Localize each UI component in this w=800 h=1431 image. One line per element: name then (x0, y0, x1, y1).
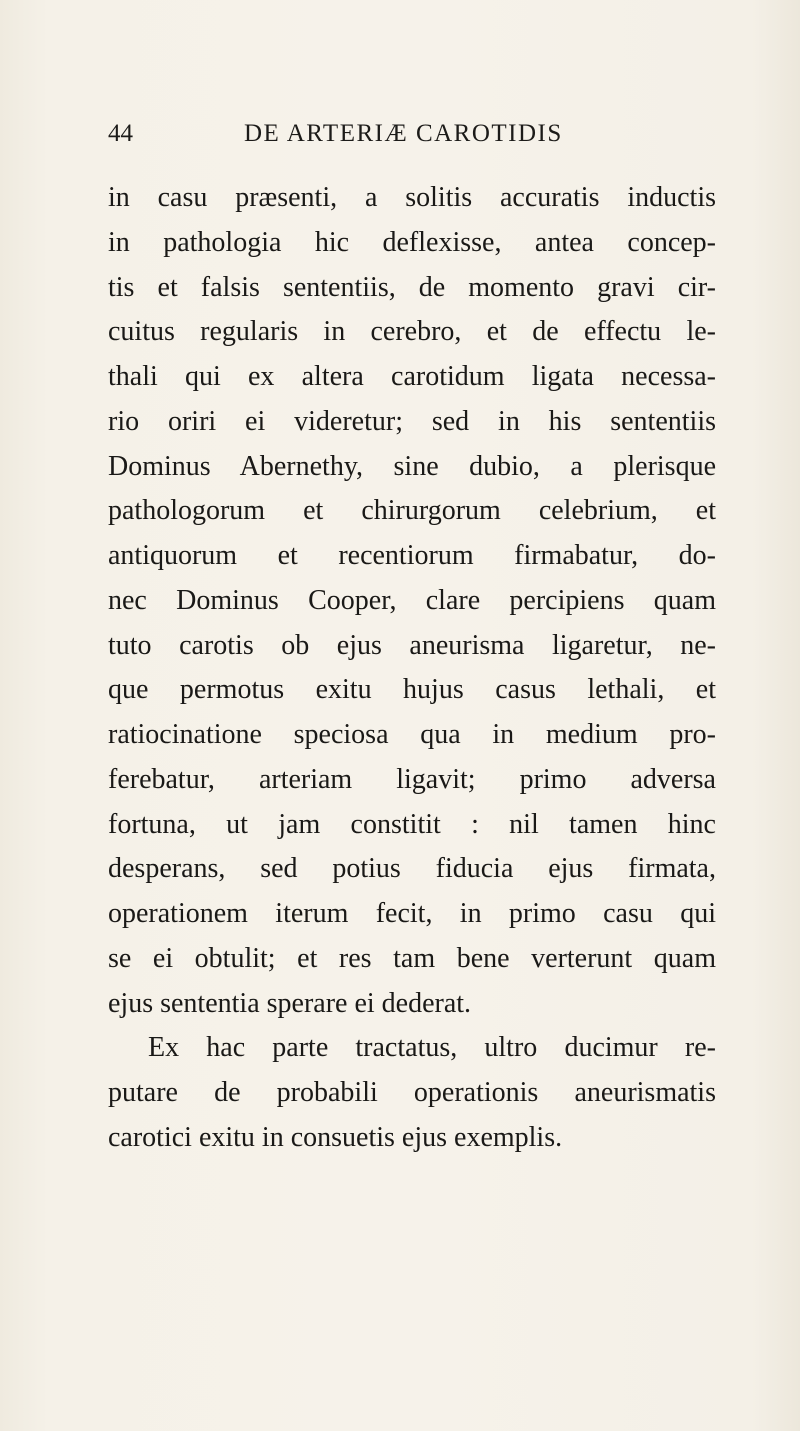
text-line: rio oriri ei videretur; sed in his sententiis (108, 405, 716, 437)
text-line: in pathologia hic deflexisse, antea concep- (108, 226, 716, 258)
text-line: desperans, sed potius fiducia ejus firmata, (108, 853, 716, 885)
text-line: tuto carotis ob ejus aneurisma ligaretur, ne- (108, 629, 716, 661)
text-line: se ei obtulit; et res tam bene verterunt quam (108, 942, 716, 974)
text-line: que permotus exitu hujus casus lethali, et (108, 674, 716, 706)
paragraph-end-line: ejus sententia sperare ei dederat. (108, 987, 472, 1019)
text-line: pathologorum et chirurgorum celebrium, et (108, 495, 716, 527)
text-line: cuitus regularis in cerebro, et de effectu le- (108, 316, 716, 348)
text-line: in casu præsenti, a solitis accuratis inductis (108, 182, 716, 213)
text-line: antiquorum et recentiorum firmabatur, do- (108, 540, 716, 571)
paragraph-start-line: Ex hac parte tractatus, ultro ducimur re- (148, 1032, 716, 1064)
text-line: Dominus Abernethy, sine dubio, a plerisque (108, 450, 716, 482)
paragraph-end-line: carotici exitu in consuetis ejus exemplis. (108, 1121, 563, 1153)
text-line: tis et falsis sententiis, de momento gravi cir- (108, 271, 716, 303)
text-line: ratiocinatione speciosa qua in medium pro- (108, 719, 716, 750)
page-number: 44 (108, 120, 133, 147)
running-title: DE ARTERIÆ CAROTIDIS (244, 120, 563, 147)
text-line: putare de probabili operationis aneurismatis (108, 1077, 716, 1108)
text-line: fortuna, ut jam constitit : nil tamen hinc (108, 808, 716, 840)
text-line: nec Dominus Cooper, clare percipiens quam (108, 584, 716, 616)
text-line: thali qui ex altera carotidum ligata necessa- (108, 361, 716, 392)
text-line: operationem iterum fecit, in primo casu qui (108, 898, 716, 929)
body-text (108, 176, 716, 1161)
text-line: ferebatur, arteriam ligavit; primo adversa (108, 763, 716, 795)
running-head (108, 120, 718, 160)
